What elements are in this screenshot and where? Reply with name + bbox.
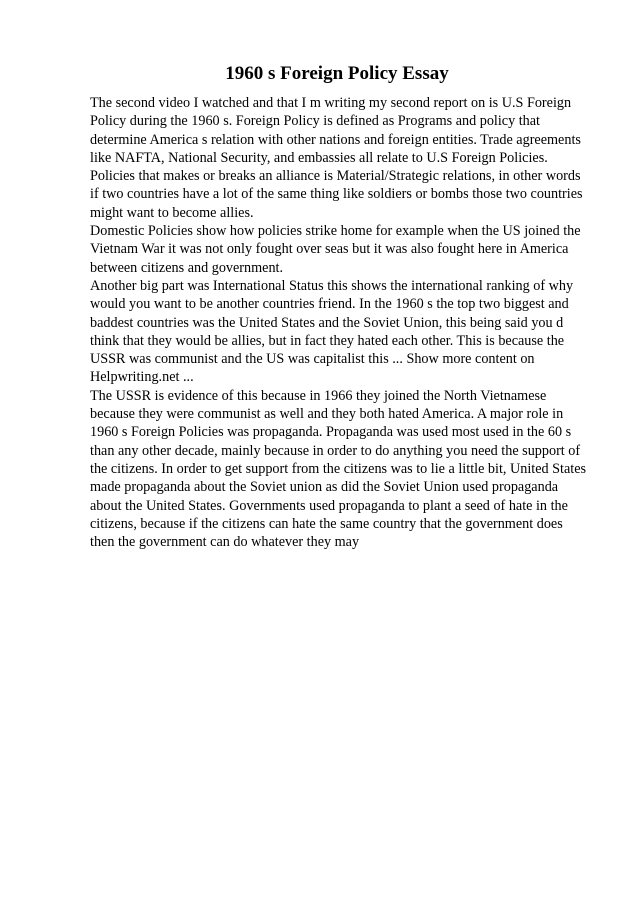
paragraph-ussr-propaganda: The USSR is evidence of this because in 1966 they joined the North Vietnamese because they were communist as well and they both hated America. A major role in 1960 s Foreign Policies was propaganda. Propaganda was used most used in the 60 s than any other decade, mainly because in order to do anything you need the support of the citizens. In order to get support from the citizens was to lie a little bit, United States made propaganda about the Soviet union as did the Soviet Union used propaganda about the United States. Governments used propaganda to plant a seed of hate in the citizens, because if the citizens can hate the same country that the government does then the government can do whatever they may — [90, 387, 587, 551]
paragraph-international-status: Another big part was International Status this shows the international ranking of why would you want to be another countries friend. In the 1960 s the top two biggest and baddest countries was the United States and the Soviet Union, this being said you d think that they would be allies, but in fact they hated each other. This is because the USSR was communist and the US was capitalist this ... Show more content on Helpwriting.net ... — [90, 277, 574, 386]
paragraph-domestic-policies: Domestic Policies show how policies strike home for example when the US joined the Vietnam War it was not only fought over seas but it was also fought here in America between citizens and government. — [90, 223, 581, 276]
paragraph-foreign-policy: The second video I watched and that I m writing my second report on is U.S Foreign Policy during the 1960 s. Foreign Policy is defined as Programs and policy that determine America s relation with other nations and foreign entities. Trade agreements like NAFTA, National Security, and embassies all relate to U.S Foreign Policies. Policies that makes or breaks an alliance is Material/Strategic relations, in other words if two countries have a lot of the same thing like soldiers or bombs those two countries might want to become allies. — [90, 95, 583, 221]
document-page — [90, 62, 590, 551]
document-body — [90, 94, 590, 551]
document-title: 1960 s Foreign Policy Essay — [225, 63, 449, 84]
